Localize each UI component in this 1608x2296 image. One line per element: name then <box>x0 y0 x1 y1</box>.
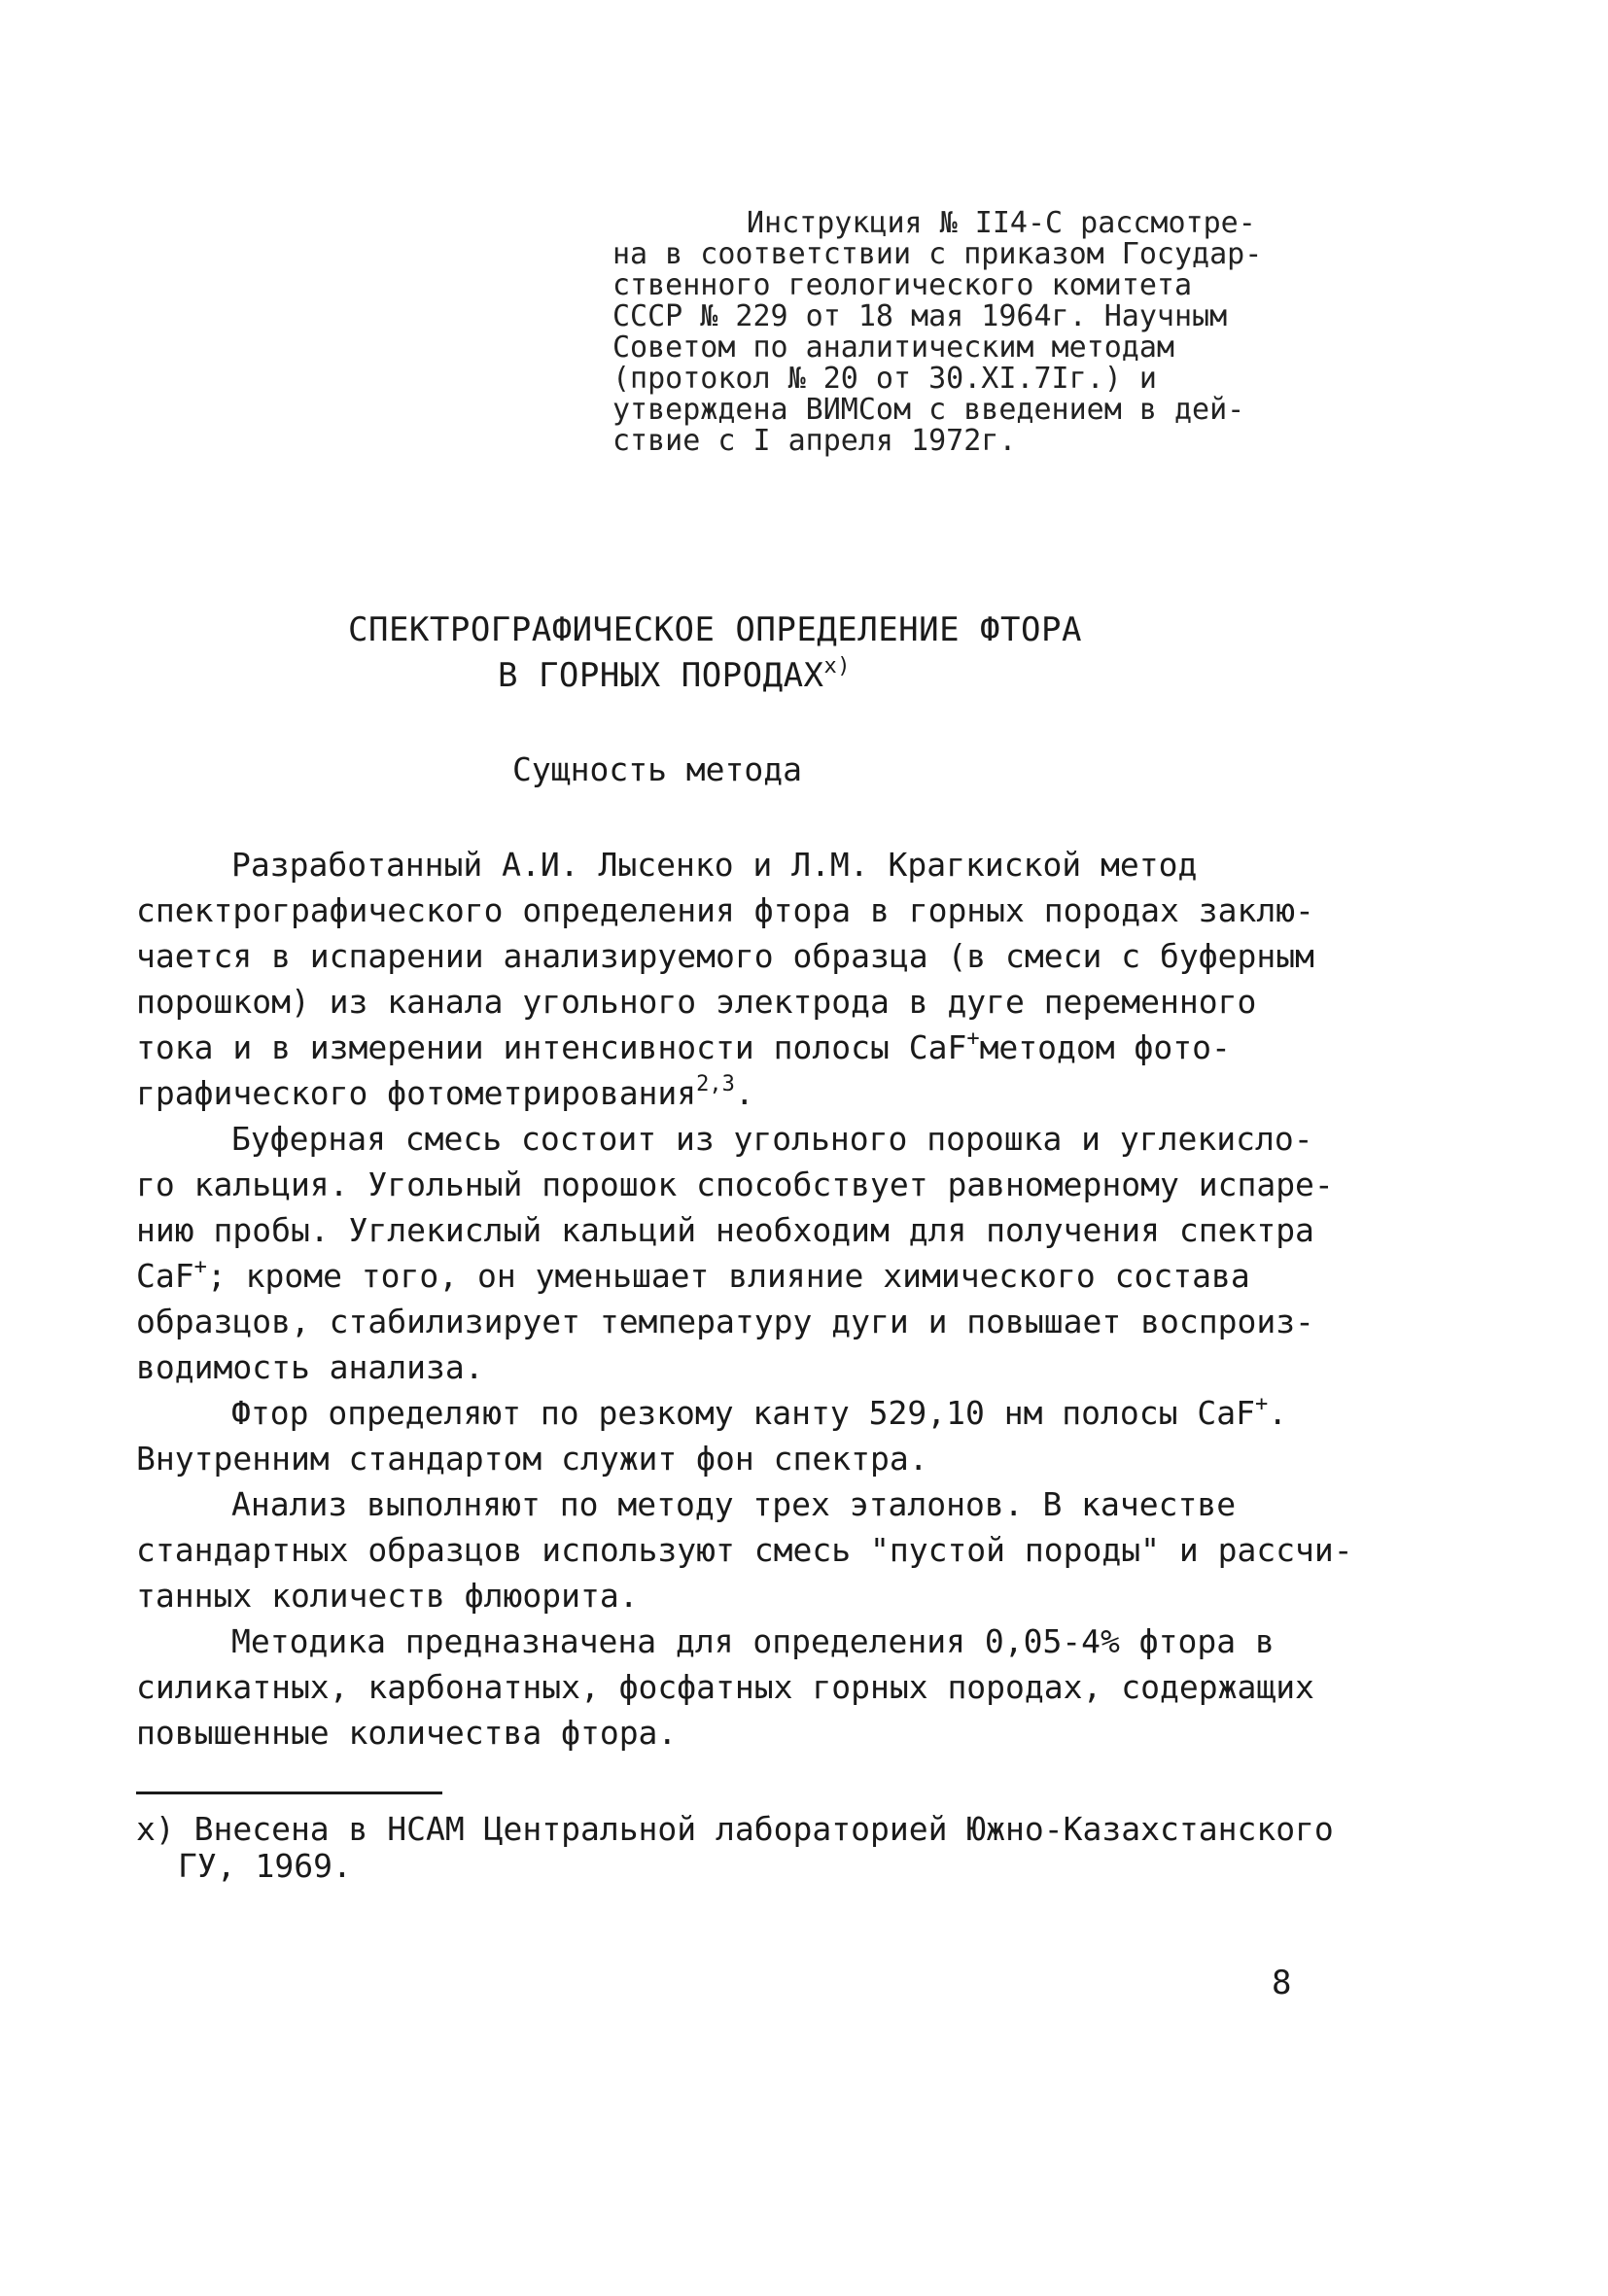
footnote-line: ГУ, 1969. <box>178 1847 352 1885</box>
paragraph-line: Буферная смесь состоит из угольного порошка и углекисло- <box>231 1120 1313 1158</box>
reference-superscript: 2,3 <box>696 1072 735 1096</box>
paragraph-text: ; кроме того, он уменьшает влияние химического состава <box>206 1257 1250 1295</box>
approval-line: (протокол № 20 от 30.XI.7Iг.) и <box>612 362 1157 396</box>
approval-line: утверждена ВИМСом с введением в дей- <box>612 393 1245 427</box>
paragraph-line <box>136 1028 1231 1067</box>
approval-line: ствие с I апреля 1972г. <box>612 424 1017 458</box>
superscript: + <box>1255 1392 1269 1416</box>
approval-line: Инструкция № II4-С рассмотре- <box>747 206 1256 240</box>
approval-line: на в соответствии с приказом Государ- <box>612 237 1263 271</box>
paragraph-text: методом фото- <box>979 1028 1231 1066</box>
paragraph-text: тока и в измерении интенсивности полосы CaF <box>136 1028 967 1066</box>
document-title-line2 <box>498 656 851 695</box>
paragraph-line: образцов, стабилизирует температуру дуги и повышает воспроиз- <box>136 1303 1314 1340</box>
paragraph-line: стандартных образцов используют смесь "пустой породы" и рассчи- <box>136 1531 1353 1569</box>
approval-line: СССР № 229 от 18 мая 1964г. Научным <box>612 299 1228 333</box>
page-number: 8 <box>1272 1964 1292 2002</box>
title-footnote-mark: х) <box>823 654 852 678</box>
paragraph-line: Разработанный А.И. Лысенко и Л.М. Крагкиской метод <box>231 846 1198 884</box>
paragraph-text: графического фотометрирования <box>136 1074 697 1112</box>
paragraph-line: порошком) из канала угольного электрода в дуге переменного <box>136 983 1257 1021</box>
paragraph-line: повышенные количества фтора. <box>136 1714 678 1752</box>
superscript: + <box>193 1255 207 1279</box>
approval-line: Советом по аналитическим методам <box>612 330 1174 365</box>
paragraph-line: водимость анализа. <box>136 1348 484 1386</box>
paragraph-line: силикатных, карбонатных, фосфатных горных породах, содержащих <box>136 1668 1314 1706</box>
footnote-line: х) Внесена в НСАМ Центральной лабораторией Южно-Казахстанского <box>136 1810 1334 1848</box>
title-text: В ГОРНЫХ ПОРОДАХ <box>498 656 824 695</box>
document-title-line1: СПЕКТРОГРАФИЧЕСКОЕ ОПРЕДЕЛЕНИЕ ФТОРА <box>348 610 1082 649</box>
footnote-separator <box>136 1792 442 1794</box>
paragraph-text: . <box>1268 1394 1288 1432</box>
paragraph-line: Внутренним стандартом служит фон спектра. <box>136 1440 928 1478</box>
paragraph-line <box>136 1074 754 1113</box>
paragraph-line: чается в испарении анализируемого образца (в смеси с буферным <box>136 937 1314 975</box>
paragraph-line: го кальция. Угольный порошок способствует равномерному испаре- <box>136 1165 1334 1203</box>
paragraph-line: Методика предназначена для определения 0,05-4% фтора в <box>231 1622 1275 1660</box>
paragraph-line: спектрографического определения фтора в горных породах заклю- <box>136 891 1314 929</box>
paragraph-line <box>136 1257 1250 1296</box>
paragraph-text: Фтор определяют по резкому канту 529,10 нм полосы CaF <box>231 1394 1255 1432</box>
paragraph-text: CaF <box>136 1257 194 1295</box>
superscript: + <box>966 1026 980 1051</box>
paragraph-line: нию пробы. Углекислый кальций необходим для получения спектра <box>136 1211 1314 1249</box>
paragraph-line: Анализ выполняют по методу трех эталонов. В качестве <box>231 1485 1237 1523</box>
paragraph-line: танных количеств флюорита. <box>136 1577 639 1615</box>
paragraph-text: . <box>734 1074 754 1112</box>
section-heading: Сущность метода <box>512 750 803 788</box>
approval-line: ственного геологического комитета <box>612 268 1193 302</box>
paragraph-line <box>231 1394 1287 1433</box>
